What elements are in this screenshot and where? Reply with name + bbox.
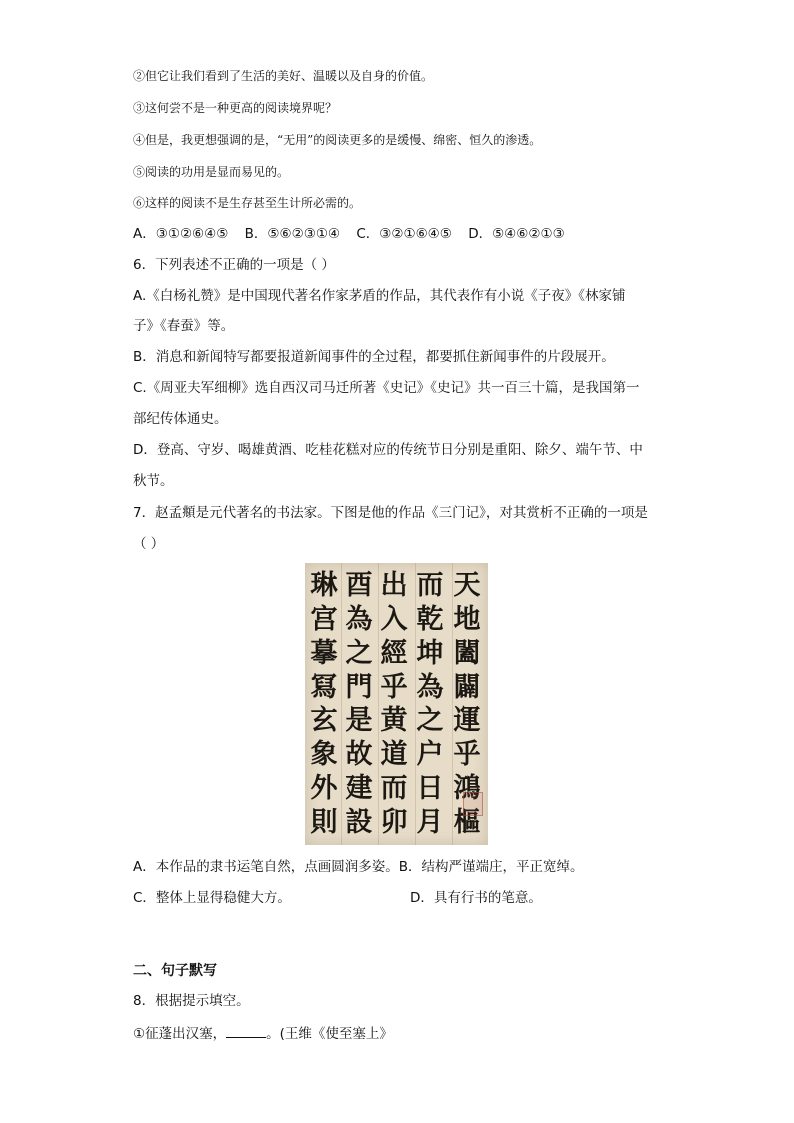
calligraphy-char: 户	[416, 739, 444, 771]
calligraphy-char: 設	[345, 806, 373, 838]
calligraphy-column-4	[341, 569, 377, 839]
calligraphy-char: 乎	[453, 739, 481, 771]
sentence-2: ②但它让我们看到了生活的美好、温暖以及自身的价值。	[133, 69, 434, 83]
calligraphy-char: 天	[453, 570, 481, 601]
q5-option-a: A．③①②⑥④⑤	[133, 226, 229, 242]
q7-option-ab	[133, 857, 674, 877]
q5-options	[133, 224, 674, 244]
answer-blank[interactable]	[226, 1023, 266, 1038]
q7-option-b: B．结构严谨端庄，平正宽绰。	[398, 859, 584, 875]
calligraphy-char: 入	[380, 603, 408, 635]
calligraphy-char: 經	[380, 637, 408, 669]
seal-stamp	[463, 792, 483, 816]
calligraphy-char: 樞	[453, 806, 481, 838]
calligraphy-char: 之	[345, 637, 373, 669]
q7-option-d: D．具有行书的笔意。	[410, 890, 542, 906]
calligraphy-char: 酉	[345, 570, 373, 601]
q6-option-d-line2: 秋节。	[133, 473, 174, 489]
calligraphy-char: 為	[345, 603, 373, 635]
calligraphy-char: 闔	[453, 637, 481, 669]
calligraphy-char: 運	[453, 705, 481, 737]
calligraphy-char: 琳	[310, 570, 338, 601]
calligraphy-char: 出	[380, 570, 408, 601]
q7-stem-line1: 7．赵孟頫是元代著名的书法家。下图是他的作品《三门记》，对其赏析不正确的一项是	[133, 505, 648, 521]
calligraphy-char: 月	[416, 806, 444, 838]
calligraphy-char: 坤	[416, 637, 444, 669]
calligraphy-char: 乎	[380, 671, 408, 703]
calligraphy-char: 冩	[310, 671, 338, 703]
calligraphy-char: 外	[310, 773, 338, 805]
calligraphy-char: 摹	[310, 637, 338, 669]
q7-option-cd	[133, 888, 674, 908]
calligraphy-char: 而	[416, 570, 444, 601]
calligraphy-char: 乾	[416, 603, 444, 635]
calligraphy-char: 卯	[380, 806, 408, 838]
calligraphy-char: 道	[380, 739, 408, 771]
q8-item-1	[133, 1023, 674, 1044]
q6-option-b: B．消息和新闻特写都要报道新闻事件的全过程，都要抓住新闻事件的片段展开。	[133, 349, 615, 365]
q7-option-c: C．整体上显得稳健大方。	[133, 890, 291, 906]
calligraphy-char: 之	[416, 705, 444, 737]
sentence-3: ③这何尝不是一种更高的阅读境界呢？	[133, 101, 338, 115]
calligraphy-image	[305, 563, 488, 845]
calligraphy-column-5	[306, 569, 342, 839]
q5-option-b: B．⑤⑥②③①④	[244, 226, 341, 242]
q8-item-text-before: ①征蓬出汉塞，	[133, 1026, 227, 1042]
calligraphy-char: 為	[416, 671, 444, 703]
calligraphy-char: 故	[345, 739, 373, 771]
q8-item-text-after: 。(王维《使至塞上》	[266, 1026, 393, 1042]
calligraphy-char: 建	[345, 773, 373, 805]
sentence-5: ⑤阅读的功用是显而易见的。	[133, 165, 290, 179]
calligraphy-char: 闢	[453, 671, 481, 703]
calligraphy-char: 門	[345, 671, 373, 703]
q6-option-a-line2: 子》《春蚕》等。	[133, 318, 235, 334]
calligraphy-column-3	[376, 569, 412, 839]
section-heading: 二、句子默写	[133, 963, 217, 979]
calligraphy-char: 鴻	[453, 773, 481, 805]
calligraphy-char: 黄	[380, 705, 408, 737]
calligraphy-char: 是	[345, 705, 373, 737]
q6-option-c-line2: 部纪传体通史。	[133, 411, 228, 427]
sentence-4: ④但是，我更想强调的是，“无用”的阅读更多的是缓慢、绵密、恒久的渗透。	[133, 133, 542, 147]
calligraphy-char: 則	[310, 806, 338, 838]
calligraphy-column-2	[412, 569, 448, 839]
q6-option-a-line1: A.《白杨礼赞》是中国现代著名作家茅盾的作品，其代表作有小说《子夜》《林家铺	[133, 288, 626, 304]
calligraphy-char: 地	[453, 603, 481, 635]
calligraphy-char: 而	[380, 773, 408, 805]
q6-option-d-line1: D．登高、守岁、喝雄黄酒、吃桂花糕对应的传统节日分别是重阳、除夕、端午节、中	[133, 442, 643, 458]
calligraphy-char: 玄	[310, 705, 338, 737]
q8-stem: 8．根据提示填空。	[133, 993, 250, 1009]
q6-option-c-line1: C.《周亚夫军细柳》选自西汉司马迁所著《史记》《史记》共一百三十篇，是我国第一	[133, 380, 640, 396]
q7-stem-line2: （ ）	[133, 536, 165, 552]
calligraphy-char: 宫	[310, 603, 338, 635]
q5-option-c: C．③②①⑥④⑤	[356, 226, 452, 242]
q7-option-a: A．本作品的隶书运笔自然，点画圆润多姿。	[133, 859, 399, 875]
calligraphy-char: 日	[416, 773, 444, 805]
q6-stem: 6．下列表述不正确的一项是（ ）	[133, 257, 335, 273]
sentence-6: ⑥这样的阅读不是生存甚至生计所必需的。	[133, 196, 362, 210]
q5-option-d: D．⑤④⑥②①③	[468, 226, 565, 242]
calligraphy-char: 象	[310, 739, 338, 771]
